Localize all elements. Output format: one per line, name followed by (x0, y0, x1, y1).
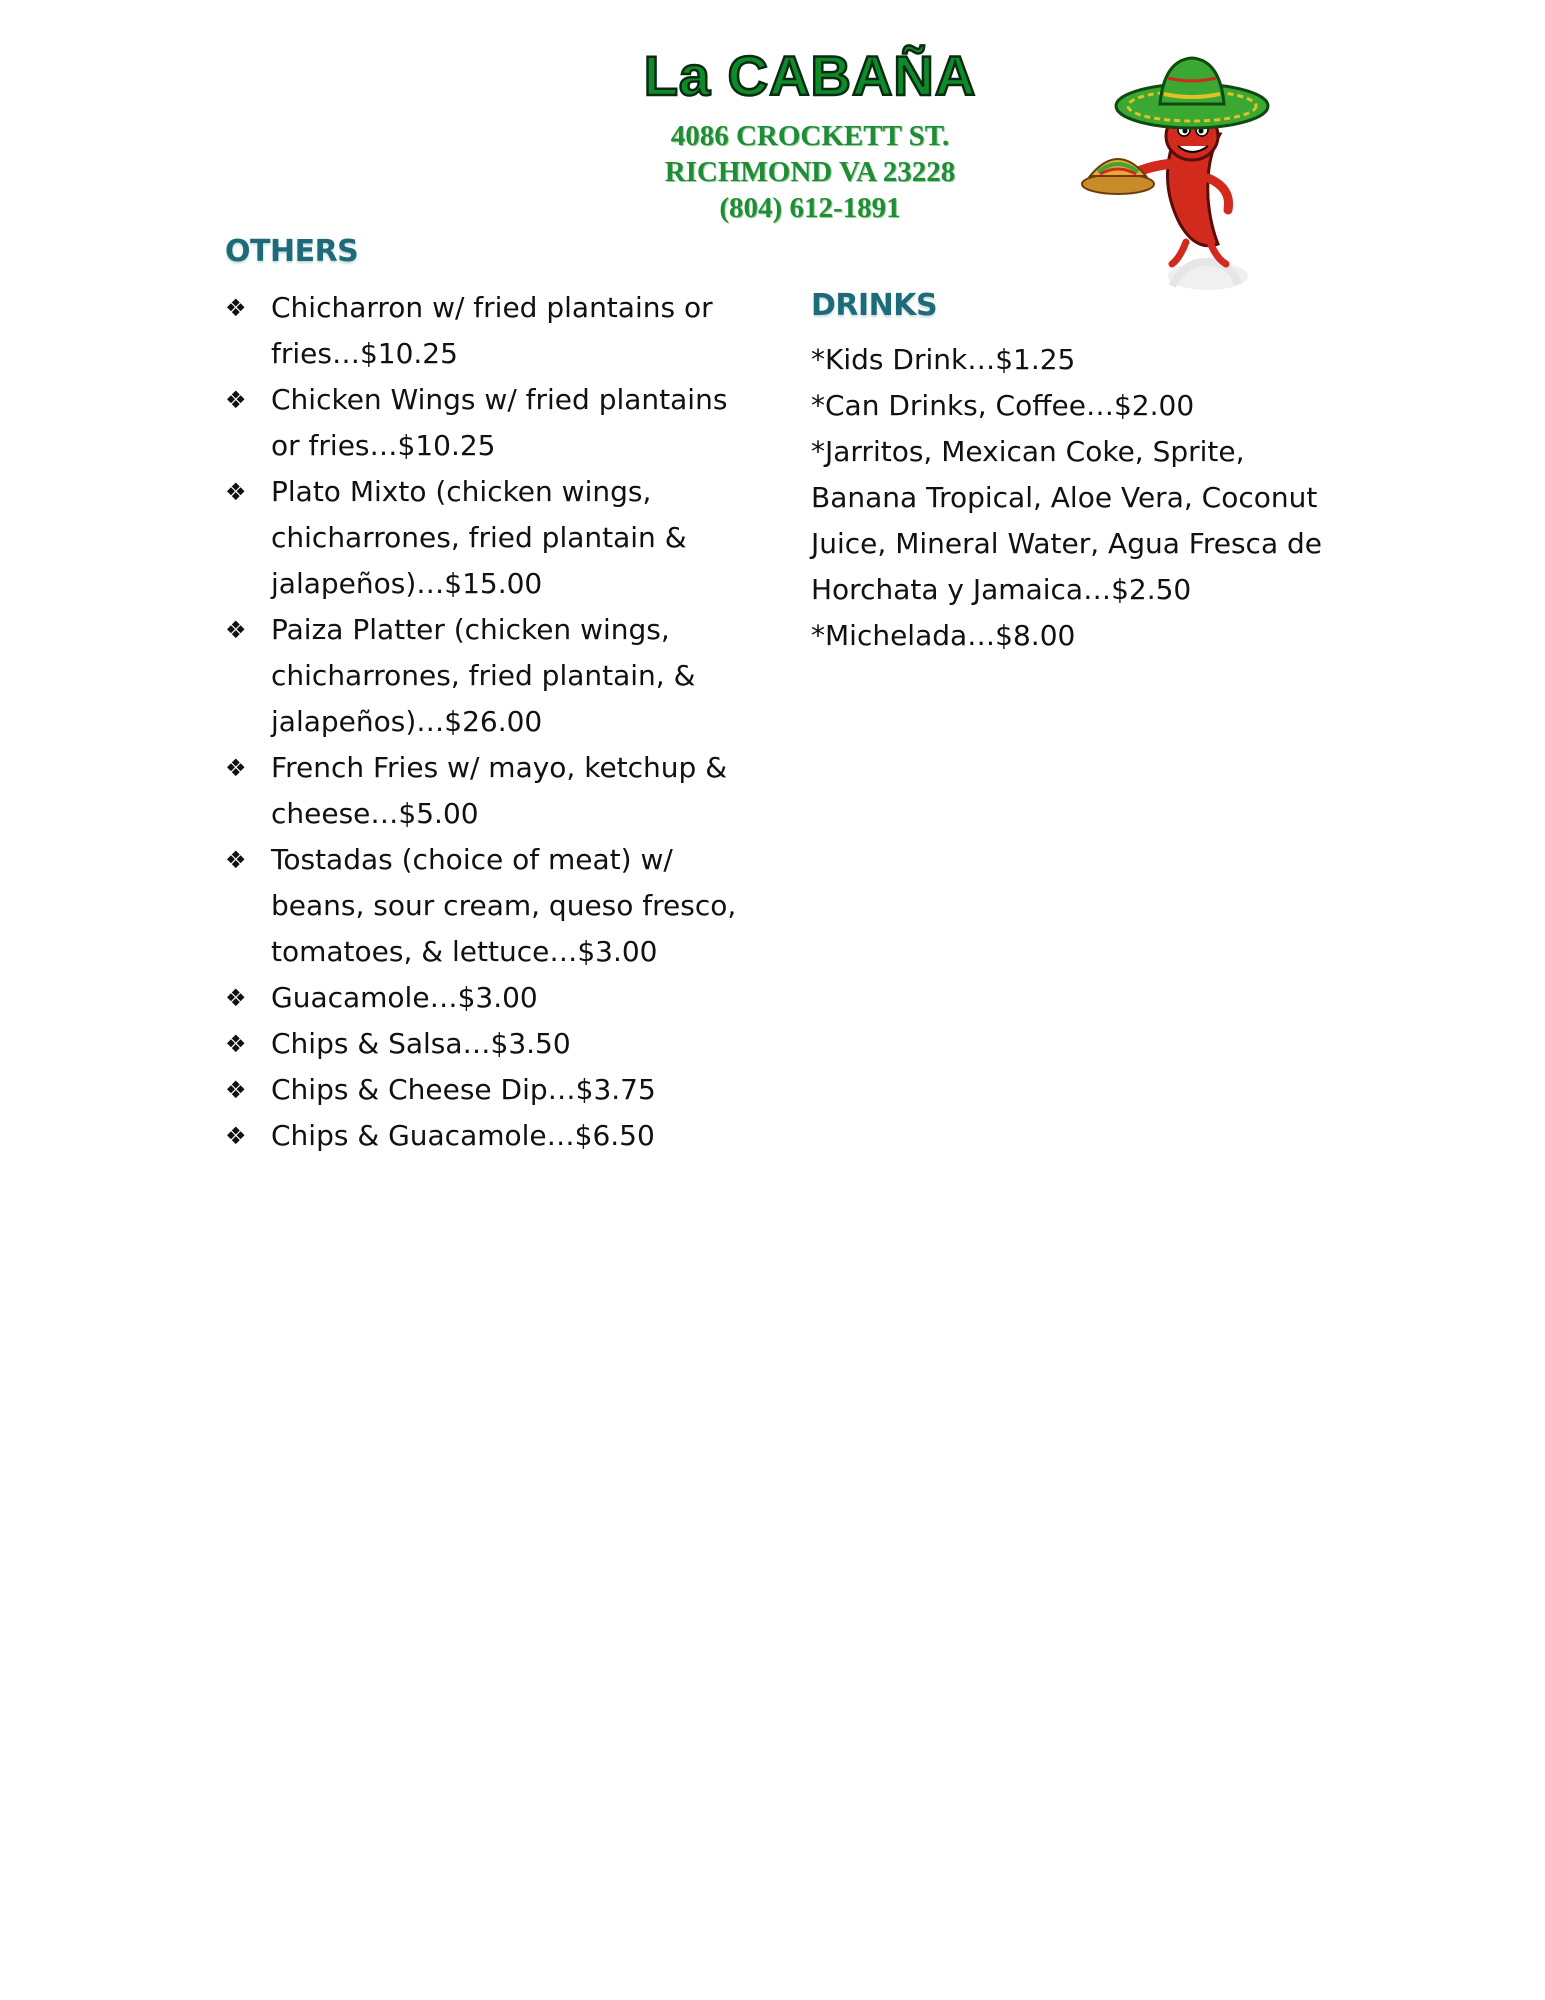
others-menu-item-text: Paiza Platter (chicken wings, chicharrones, fried plantain, & jalapeños)…$26.00 (271, 613, 696, 738)
drinks-list (811, 337, 1341, 659)
others-menu-item (225, 469, 745, 607)
drinks-menu-item: *Jarritos, Mexican Coke, Sprite, Banana Tropical, Aloe Vera, Coconut Juice, Mineral Water, Agua Fresca de Horchata y Jamaica…$2.50 (811, 435, 1322, 606)
others-menu-item (225, 1021, 745, 1067)
drinks-menu-item: *Michelada…$8.00 (811, 619, 1076, 652)
others-menu-item-text: Chips & Salsa…$3.50 (271, 1027, 571, 1060)
others-menu-item-text: Guacamole…$3.00 (271, 981, 538, 1014)
others-menu-item-text: Plato Mixto (chicken wings, chicharrones, fried plantain & jalapeños)…$15.00 (271, 475, 687, 600)
others-menu-item (225, 285, 745, 377)
others-list (225, 285, 745, 1159)
diamond-bullet-icon: ❖ (225, 984, 247, 1012)
others-menu-item-text: Chicken Wings w/ fried plantains or fries…$10.25 (271, 383, 728, 462)
others-menu-item (225, 975, 745, 1021)
others-menu-item (225, 607, 745, 745)
restaurant-name: La CABAÑA (643, 44, 977, 107)
address-city: RICHMOND VA 23228 (664, 156, 956, 188)
phone-number: (804) 612-1891 (719, 192, 901, 224)
chili-pepper-mascot-icon (1060, 38, 1340, 298)
diamond-bullet-icon: ❖ (225, 1076, 247, 1104)
others-menu-item-text: Chips & Guacamole…$6.50 (271, 1119, 655, 1152)
others-menu-item-text: Tostadas (choice of meat) w/ beans, sour cream, queso fresco, tomatoes, & lettuce…$3.00 (271, 843, 737, 968)
diamond-bullet-icon: ❖ (225, 294, 247, 322)
others-menu-item (225, 377, 745, 469)
diamond-bullet-icon: ❖ (225, 616, 247, 644)
drinks-section-title: DRINKS (811, 288, 938, 323)
diamond-bullet-icon: ❖ (225, 754, 247, 782)
drinks-menu-item: *Can Drinks, Coffee…$2.00 (811, 389, 1195, 422)
others-menu-item (225, 745, 745, 837)
diamond-bullet-icon: ❖ (225, 1122, 247, 1150)
restaurant-header (560, 40, 1060, 226)
diamond-bullet-icon: ❖ (225, 478, 247, 506)
drinks-menu-item: *Kids Drink…$1.25 (811, 343, 1076, 376)
others-menu-item-text: Chips & Cheese Dip…$3.75 (271, 1073, 656, 1106)
diamond-bullet-icon: ❖ (225, 1030, 247, 1058)
address-street: 4086 CROCKETT ST. (670, 120, 950, 152)
others-menu-item-text: French Fries w/ mayo, ketchup & cheese…$5.00 (271, 751, 728, 830)
others-menu-item (225, 1067, 745, 1113)
diamond-bullet-icon: ❖ (225, 846, 247, 874)
others-section-title: OTHERS (225, 234, 359, 269)
others-menu-item (225, 837, 745, 975)
others-menu-item (225, 1113, 745, 1159)
others-menu-item-text: Chicharron w/ fried plantains or fries…$10.25 (271, 291, 713, 370)
diamond-bullet-icon: ❖ (225, 386, 247, 414)
